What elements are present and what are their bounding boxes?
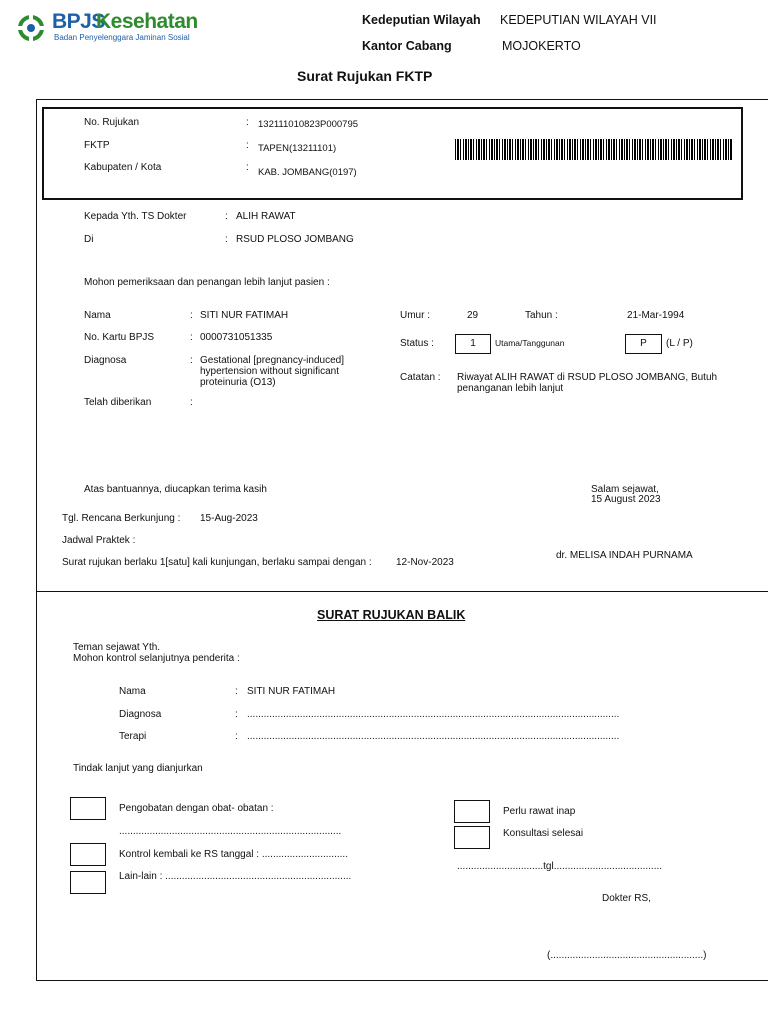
balik-terapi-dots: ...................................................................................................................................... [247,731,620,742]
colon: : [235,686,238,697]
rawat-label: Perlu rawat inap [503,806,576,817]
rencana-value: 15-Aug-2023 [200,513,258,524]
kartu-value: 0000731051335 [200,332,273,343]
diagnosa-label: Diagnosa [84,355,127,366]
catatan-line1: Riwayat ALIH RAWAT di RSUD PLOSO JOMBANG, Butuh [457,372,718,383]
kepada-label: Kepada Yth. TS Dokter [84,211,187,222]
intro-text: Mohon pemeriksaan dan penangan lebih lanjut pasien : [84,277,330,288]
diagnosa-line2: hypertension without significant [200,366,339,377]
catatan-label: Catatan : [400,372,441,383]
kontrol-label: Kontrol kembali ke RS tanggal : ............................... [119,849,348,860]
barcode-icon [455,139,733,160]
mohon-text: Mohon kontrol selanjutnya penderita : [73,653,240,664]
lain-label: Lain-lain : ................................................................... [119,871,352,882]
dokter-rs-label: Dokter RS, [602,893,651,904]
obat-dots: ................................................................................ [119,826,342,837]
page-title: Surat Rujukan FKTP [297,68,433,84]
kedeputian-value: KEDEPUTIAN WILAYAH VII [500,13,657,27]
colon: : [246,140,249,151]
di-value: RSUD PLOSO JOMBANG [236,234,354,245]
no-rujukan-value: 132111010823P000795 [258,119,359,130]
kartu-label: No. Kartu BPJS [84,332,155,343]
lain-checkbox[interactable] [70,871,106,894]
status-box [455,334,491,354]
bpjs-logo-icon [16,12,46,44]
status-value: 1 [470,338,476,349]
berlaku-value: 12-Nov-2023 [396,557,454,568]
diberikan-label: Telah diberikan [84,397,152,408]
tahun-label: Tahun : [525,310,558,321]
tahun-value: 21-Mar-1994 [627,310,685,321]
balik-nama-value: SITI NUR FATIMAH [247,686,336,697]
colon: : [235,731,238,742]
tgl-line: ...............................tgl....................................... [457,861,663,872]
berlaku-text: Surat rujukan berlaku 1[satu] kali kunjungan, berlaku sampai dengan : [62,557,372,568]
konsultasi-label: Konsultasi selesai [503,828,584,839]
kontrol-checkbox[interactable] [70,843,106,866]
kantor-label: Kantor Cabang [362,39,452,53]
section-divider [37,591,768,592]
logo-brand-b: Kesehatan [96,10,198,33]
doctor-name: dr. MELISA INDAH PURNAMA [556,550,693,561]
colon: : [190,397,193,408]
gender-box [625,334,662,354]
logo-tagline: Badan Penyelenggara Jaminan Sosial [54,33,190,42]
nama-value: SITI NUR FATIMAH [200,310,289,321]
balik-nama-label: Nama [119,686,146,697]
fktp-value: TAPEN(13211101) [258,143,337,154]
gender-hint: (L / P) [666,338,693,349]
tindak-text: Tindak lanjut yang dianjurkan [73,763,203,774]
status-desc: Utama/Tanggunan [495,338,565,348]
thanks-text: Atas bantuannya, diucapkan terima kasih [84,484,267,495]
di-label: Di [84,234,94,245]
colon: : [246,117,249,128]
balik-diagnosa-label: Diagnosa [119,709,162,720]
obat-label: Pengobatan dengan obat- obatan : [119,803,274,814]
colon: : [235,709,238,720]
kabupaten-label: Kabupaten / Kota [84,162,162,173]
umur-label: Umur : [400,310,430,321]
jadwal-label: Jadwal Praktek : [62,535,136,546]
kepada-value: ALIH RAWAT [236,211,296,222]
obat-checkbox[interactable] [70,797,106,820]
balik-diagnosa-dots: ...................................................................................................................................... [247,709,620,720]
logo-brand-a: BPJS [52,10,105,33]
colon: : [190,355,193,366]
fktp-label: FKTP [84,140,110,151]
diagnosa-line1: Gestational [pregnancy-induced] [200,355,344,366]
colon: : [246,162,249,173]
nama-label: Nama [84,310,111,321]
catatan-line2: penanganan lebih lanjut [457,383,564,394]
salam-text: Salam sejawat, [591,484,659,495]
kantor-value: MOJOKERTO [502,39,581,53]
letter-date: 15 August 2023 [591,494,661,505]
colon: : [225,234,228,245]
colon: : [225,211,228,222]
colon: : [190,310,193,321]
konsultasi-checkbox[interactable] [454,826,490,849]
no-rujukan-label: No. Rujukan [84,117,140,128]
signature-line: (.......................................................) [547,950,707,961]
kedeputian-label: Kedeputian Wilayah [362,13,481,27]
kabupaten-value: KAB. JOMBANG(0197) [258,167,357,178]
rawat-checkbox[interactable] [454,800,490,823]
umur-value: 29 [467,310,479,321]
teman-text: Teman sejawat Yth. [73,642,161,653]
rencana-label: Tgl. Rencana Berkunjung : [62,513,181,524]
diagnosa-line3: proteinuria (O13) [200,377,276,388]
status-label: Status : [400,338,434,349]
balik-title: SURAT RUJUKAN BALIK [317,608,466,622]
balik-terapi-label: Terapi [119,731,147,742]
colon: : [190,332,193,343]
gender-value: P [640,338,647,349]
